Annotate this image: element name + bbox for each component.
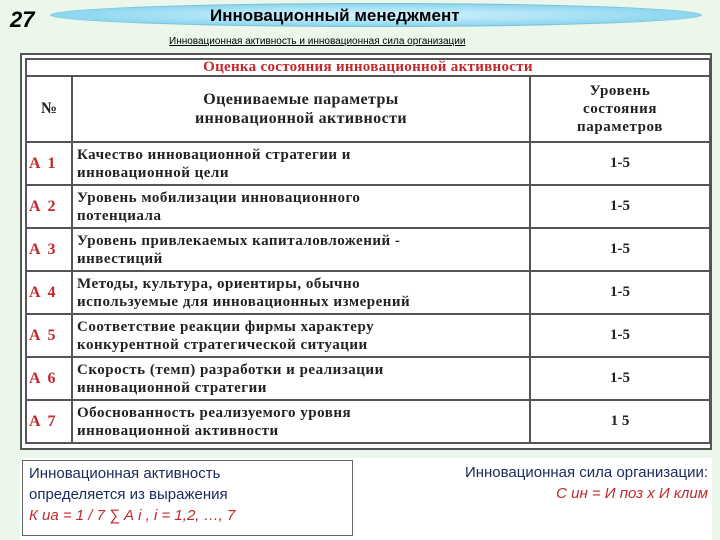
- row-parameter-line2: инновационной стратегии: [77, 379, 267, 396]
- row-level: 1 5: [530, 400, 710, 443]
- row-level: 1-5: [530, 271, 710, 314]
- header-level-line1: Уровень: [589, 83, 651, 99]
- row-parameter-line2: инвестиций: [77, 250, 163, 267]
- row-number: А 6: [26, 357, 72, 400]
- table-row: [26, 400, 710, 443]
- assessment-table: [25, 58, 711, 444]
- table-row: [26, 142, 710, 185]
- row-parameter-line1: Методы, культура, ориентиры, обычно: [77, 275, 361, 292]
- row-parameter: [72, 142, 530, 185]
- table-row: [26, 271, 710, 314]
- row-number: А 5: [26, 314, 72, 357]
- table-row: [26, 228, 710, 271]
- activity-text-line2: определяется из выражения: [29, 486, 228, 503]
- activity-formula: К иа = 1 / 7 ∑ А i , i = 1,2, …, 7: [29, 507, 236, 524]
- header-level-line2: состояния: [582, 101, 658, 117]
- table-title-row: [26, 59, 710, 76]
- assessment-table-frame: [20, 53, 712, 450]
- activity-text-line1: Инновационная активность: [29, 465, 221, 482]
- row-parameter-line1: Качество инновационной стратегии и: [77, 146, 351, 163]
- row-level: 1-5: [530, 185, 710, 228]
- table-title: Оценка состояния инновационной активности: [26, 59, 710, 76]
- table-row: [26, 185, 710, 228]
- row-parameter: [72, 271, 530, 314]
- row-number: А 1: [26, 142, 72, 185]
- row-parameter: [72, 185, 530, 228]
- row-number: А 7: [26, 400, 72, 443]
- page-title: Инновационный менеджмент: [210, 6, 460, 25]
- header-params-line2: инновационной активности: [195, 110, 407, 127]
- strength-formula: С ин = И поз х И клим: [556, 485, 708, 502]
- row-parameter-line2: используемые для инновационных измерений: [77, 293, 411, 310]
- row-parameter-line1: Скорость (темп) разработки и реализации: [77, 361, 384, 378]
- table-header-row: [26, 76, 710, 142]
- page-subtitle: Инновационная активность и инновационная сила организации: [169, 36, 466, 47]
- row-number: А 4: [26, 271, 72, 314]
- row-number: А 3: [26, 228, 72, 271]
- header-number: №: [26, 76, 72, 142]
- row-parameter-line1: Уровень мобилизации инновационного: [77, 189, 361, 206]
- strength-text: Инновационная сила организации:: [464, 464, 708, 481]
- row-parameter: [72, 357, 530, 400]
- row-parameter-line2: инновационной активности: [77, 422, 279, 439]
- row-parameter: [72, 314, 530, 357]
- row-parameter-line1: Соответствие реакции фирмы характеру: [77, 318, 375, 335]
- row-parameter-line2: потенциала: [77, 207, 162, 224]
- row-parameter-line1: Обоснованность реализуемого уровня: [77, 404, 352, 421]
- row-level: 1-5: [530, 228, 710, 271]
- table-row: [26, 314, 710, 357]
- row-parameter: [72, 228, 530, 271]
- row-parameter-line1: Уровень привлекаемых капиталовложений -: [77, 232, 401, 249]
- row-parameter-line2: конкурентной стратегической ситуации: [77, 336, 368, 353]
- header-level-line3: параметров: [577, 119, 663, 135]
- formula-panel: [20, 458, 712, 540]
- row-level: 1-5: [530, 314, 710, 357]
- strength-formula-box: [390, 460, 708, 540]
- header-level: [530, 76, 710, 142]
- slide-number: 27: [10, 7, 35, 32]
- table-row: [26, 357, 710, 400]
- row-level: 1-5: [530, 142, 710, 185]
- row-parameter-line2: инновационной цели: [77, 164, 229, 181]
- row-number: А 2: [26, 185, 72, 228]
- header-params: [72, 76, 530, 142]
- activity-formula-box: [22, 460, 353, 536]
- row-parameter: [72, 400, 530, 443]
- slide-header: [0, 0, 720, 40]
- row-level: 1-5: [530, 357, 710, 400]
- header-params-line1: Оцениваемые параметры: [203, 91, 399, 108]
